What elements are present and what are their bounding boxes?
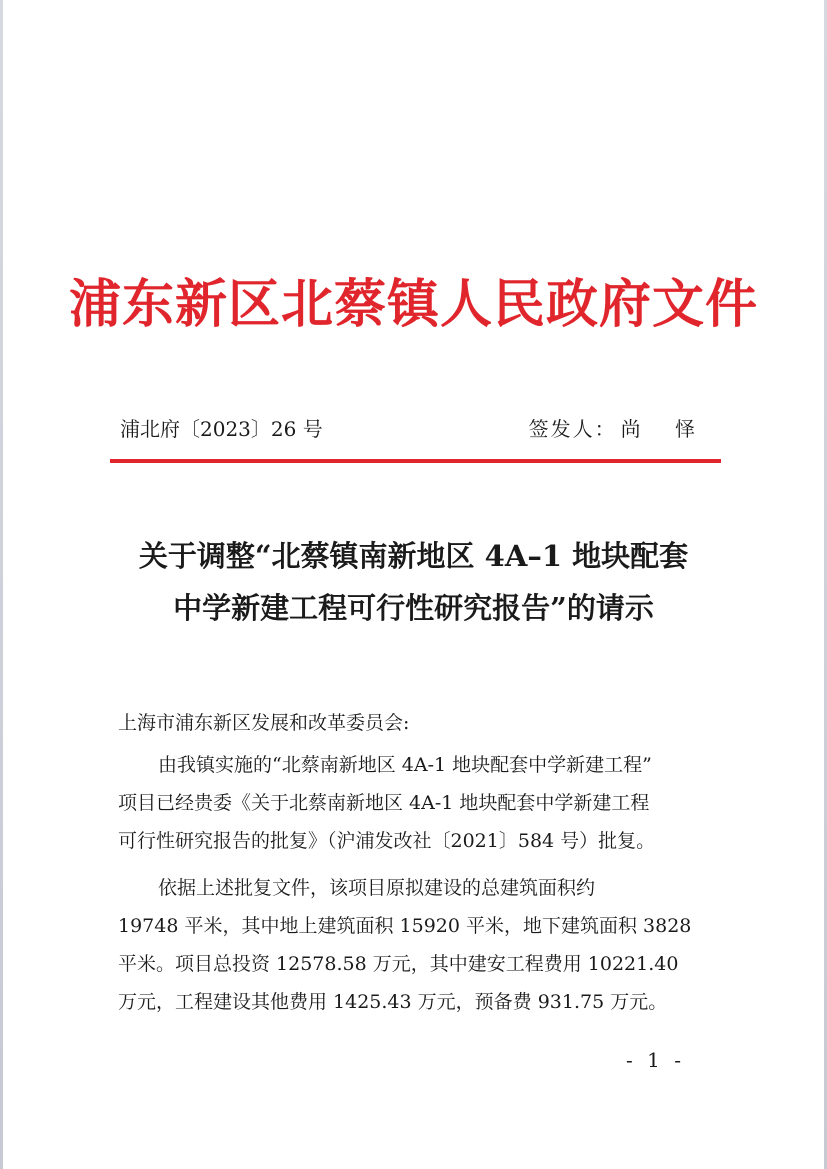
paragraph-line: 平米。项目总投资 12578.58 万元，其中建安工程费用 10221.40	[118, 953, 679, 975]
paragraph-1	[118, 746, 718, 860]
subject-line-2: 中学新建工程可行性研究报告”的请示	[173, 591, 654, 625]
page-number: - 1 -	[626, 1048, 685, 1072]
subject-line-1: 关于调整“北蔡镇南新地区 4A–1 地块配套	[138, 539, 689, 573]
signer	[529, 413, 709, 442]
paragraph-line: 由我镇实施的“北蔡南新地区 4A-1 地块配套中学新建工程”	[158, 754, 652, 776]
addressee: 上海市浦东新区发展和改革委员会:	[118, 712, 410, 734]
document-subject	[0, 530, 827, 634]
document-number: 浦北府〔2023〕26 号	[120, 417, 323, 441]
paragraph-line: 万元，工程建设其他费用 1425.43 万元，预备费 931.75 万元。	[118, 991, 668, 1013]
paragraph-2	[118, 869, 718, 1021]
agency-title: 浦东新区北蔡镇人民政府文件	[68, 274, 758, 335]
paragraph-line: 19748 平米，其中地上建筑面积 15920 平米，地下建筑面积 3828	[118, 915, 692, 937]
paragraph-line: 依据上述批复文件，该项目原拟建设的总建筑面积约	[158, 877, 596, 899]
signer-label: 签发人：	[528, 417, 617, 441]
signer-name: 尚 怿	[620, 417, 709, 441]
red-divider	[110, 459, 721, 463]
paragraph-line: 项目已经贵委《关于北蔡南新地区 4A-1 地块配套中学新建工程	[118, 792, 650, 814]
paragraph-line: 可行性研究报告的批复》（沪浦发改社〔2021〕584 号）批复。	[118, 830, 656, 852]
